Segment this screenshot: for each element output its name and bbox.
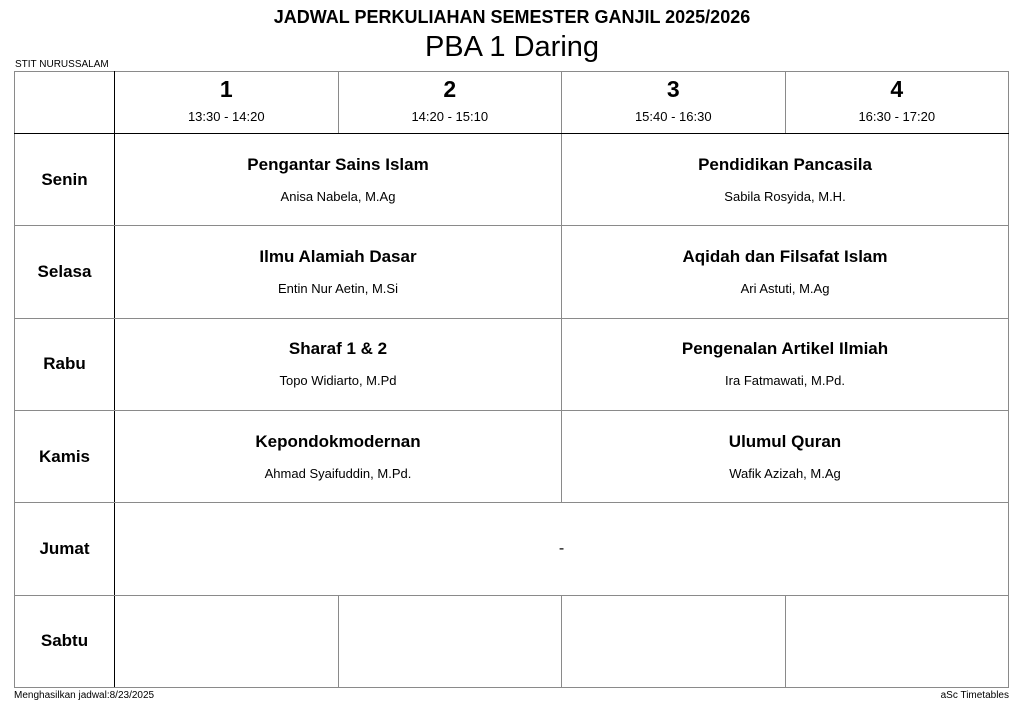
empty-slot <box>338 595 562 687</box>
day-label: Sabtu <box>15 595 115 687</box>
course-cell <box>115 134 562 226</box>
lecturer-name: Ira Fatmawati, M.Pd. <box>725 373 845 389</box>
page-title: JADWAL PERKULIAHAN SEMESTER GANJIL 2025/2026 <box>273 7 751 27</box>
lecturer-name: Wafik Azizah, M.Ag <box>729 465 841 481</box>
period-time: 13:30 - 14:20 <box>187 108 265 124</box>
course-cell <box>115 318 562 410</box>
course-name: Aqidah dan Filsafat Islam <box>682 247 888 267</box>
lecturer-name: Entin Nur Aetin, M.Si <box>278 281 398 297</box>
day-row-sabtu <box>15 595 1009 687</box>
course-name: Pengenalan Artikel Ilmiah <box>681 339 889 359</box>
course-name: Ilmu Alamiah Dasar <box>259 247 417 267</box>
period-time: 15:40 - 16:30 <box>634 108 712 124</box>
generated-date: Menghasilkan jadwal:8/23/2025 <box>14 690 155 701</box>
period-number: 2 <box>443 75 457 102</box>
empty-slot <box>562 595 786 687</box>
course-cell <box>115 411 562 503</box>
course-cell <box>562 226 1009 318</box>
day-label: Selasa <box>15 226 115 318</box>
day-label: Kamis <box>15 411 115 503</box>
lecturer-name: Topo Widiarto, M.Pd <box>279 373 397 389</box>
course-cell <box>562 134 1009 226</box>
period-number: 1 <box>219 75 233 102</box>
period-header-4 <box>785 72 1009 134</box>
course-name: Pendidikan Pancasila <box>698 154 872 174</box>
lecturer-name: Ari Astuti, M.Ag <box>740 281 830 297</box>
course-cell <box>115 226 562 318</box>
period-time: 16:30 - 17:20 <box>858 108 936 124</box>
day-row-kamis <box>15 411 1009 503</box>
class-subtitle: PBA 1 Daring <box>424 31 600 63</box>
no-class-note: - <box>115 503 1009 595</box>
course-name: Pengantar Sains Islam <box>247 154 429 174</box>
software-brand: aSc Timetables <box>940 690 1009 701</box>
period-number: 4 <box>890 75 904 102</box>
lecturer-name: Sabila Rosyida, M.H. <box>724 188 846 204</box>
period-header-3 <box>562 72 786 134</box>
empty-slot <box>115 595 339 687</box>
day-label: Senin <box>15 134 115 226</box>
day-row-rabu <box>15 318 1009 410</box>
timetable <box>14 71 1009 688</box>
day-row-jumat <box>15 503 1009 595</box>
course-name: Ulumul Quran <box>728 431 842 451</box>
lecturer-name: Ahmad Syaifuddin, M.Pd. <box>264 465 412 481</box>
period-number: 3 <box>666 75 680 102</box>
day-label: Rabu <box>15 318 115 410</box>
day-row-selasa <box>15 226 1009 318</box>
school-name: STIT NURUSSALAM <box>15 59 109 70</box>
empty-slot <box>785 595 1009 687</box>
course-name: Kepondokmodernan <box>255 431 421 451</box>
lecturer-name: Anisa Nabela, M.Ag <box>280 188 396 204</box>
period-header-row <box>15 72 1009 134</box>
corner-cell <box>15 72 115 134</box>
period-time: 14:20 - 15:10 <box>411 108 489 124</box>
course-cell <box>562 318 1009 410</box>
course-name: Sharaf 1 & 2 <box>288 339 388 359</box>
course-cell <box>562 411 1009 503</box>
period-header-2 <box>338 72 562 134</box>
period-header-1 <box>115 72 339 134</box>
day-row-senin <box>15 134 1009 226</box>
day-label: Jumat <box>15 503 115 595</box>
